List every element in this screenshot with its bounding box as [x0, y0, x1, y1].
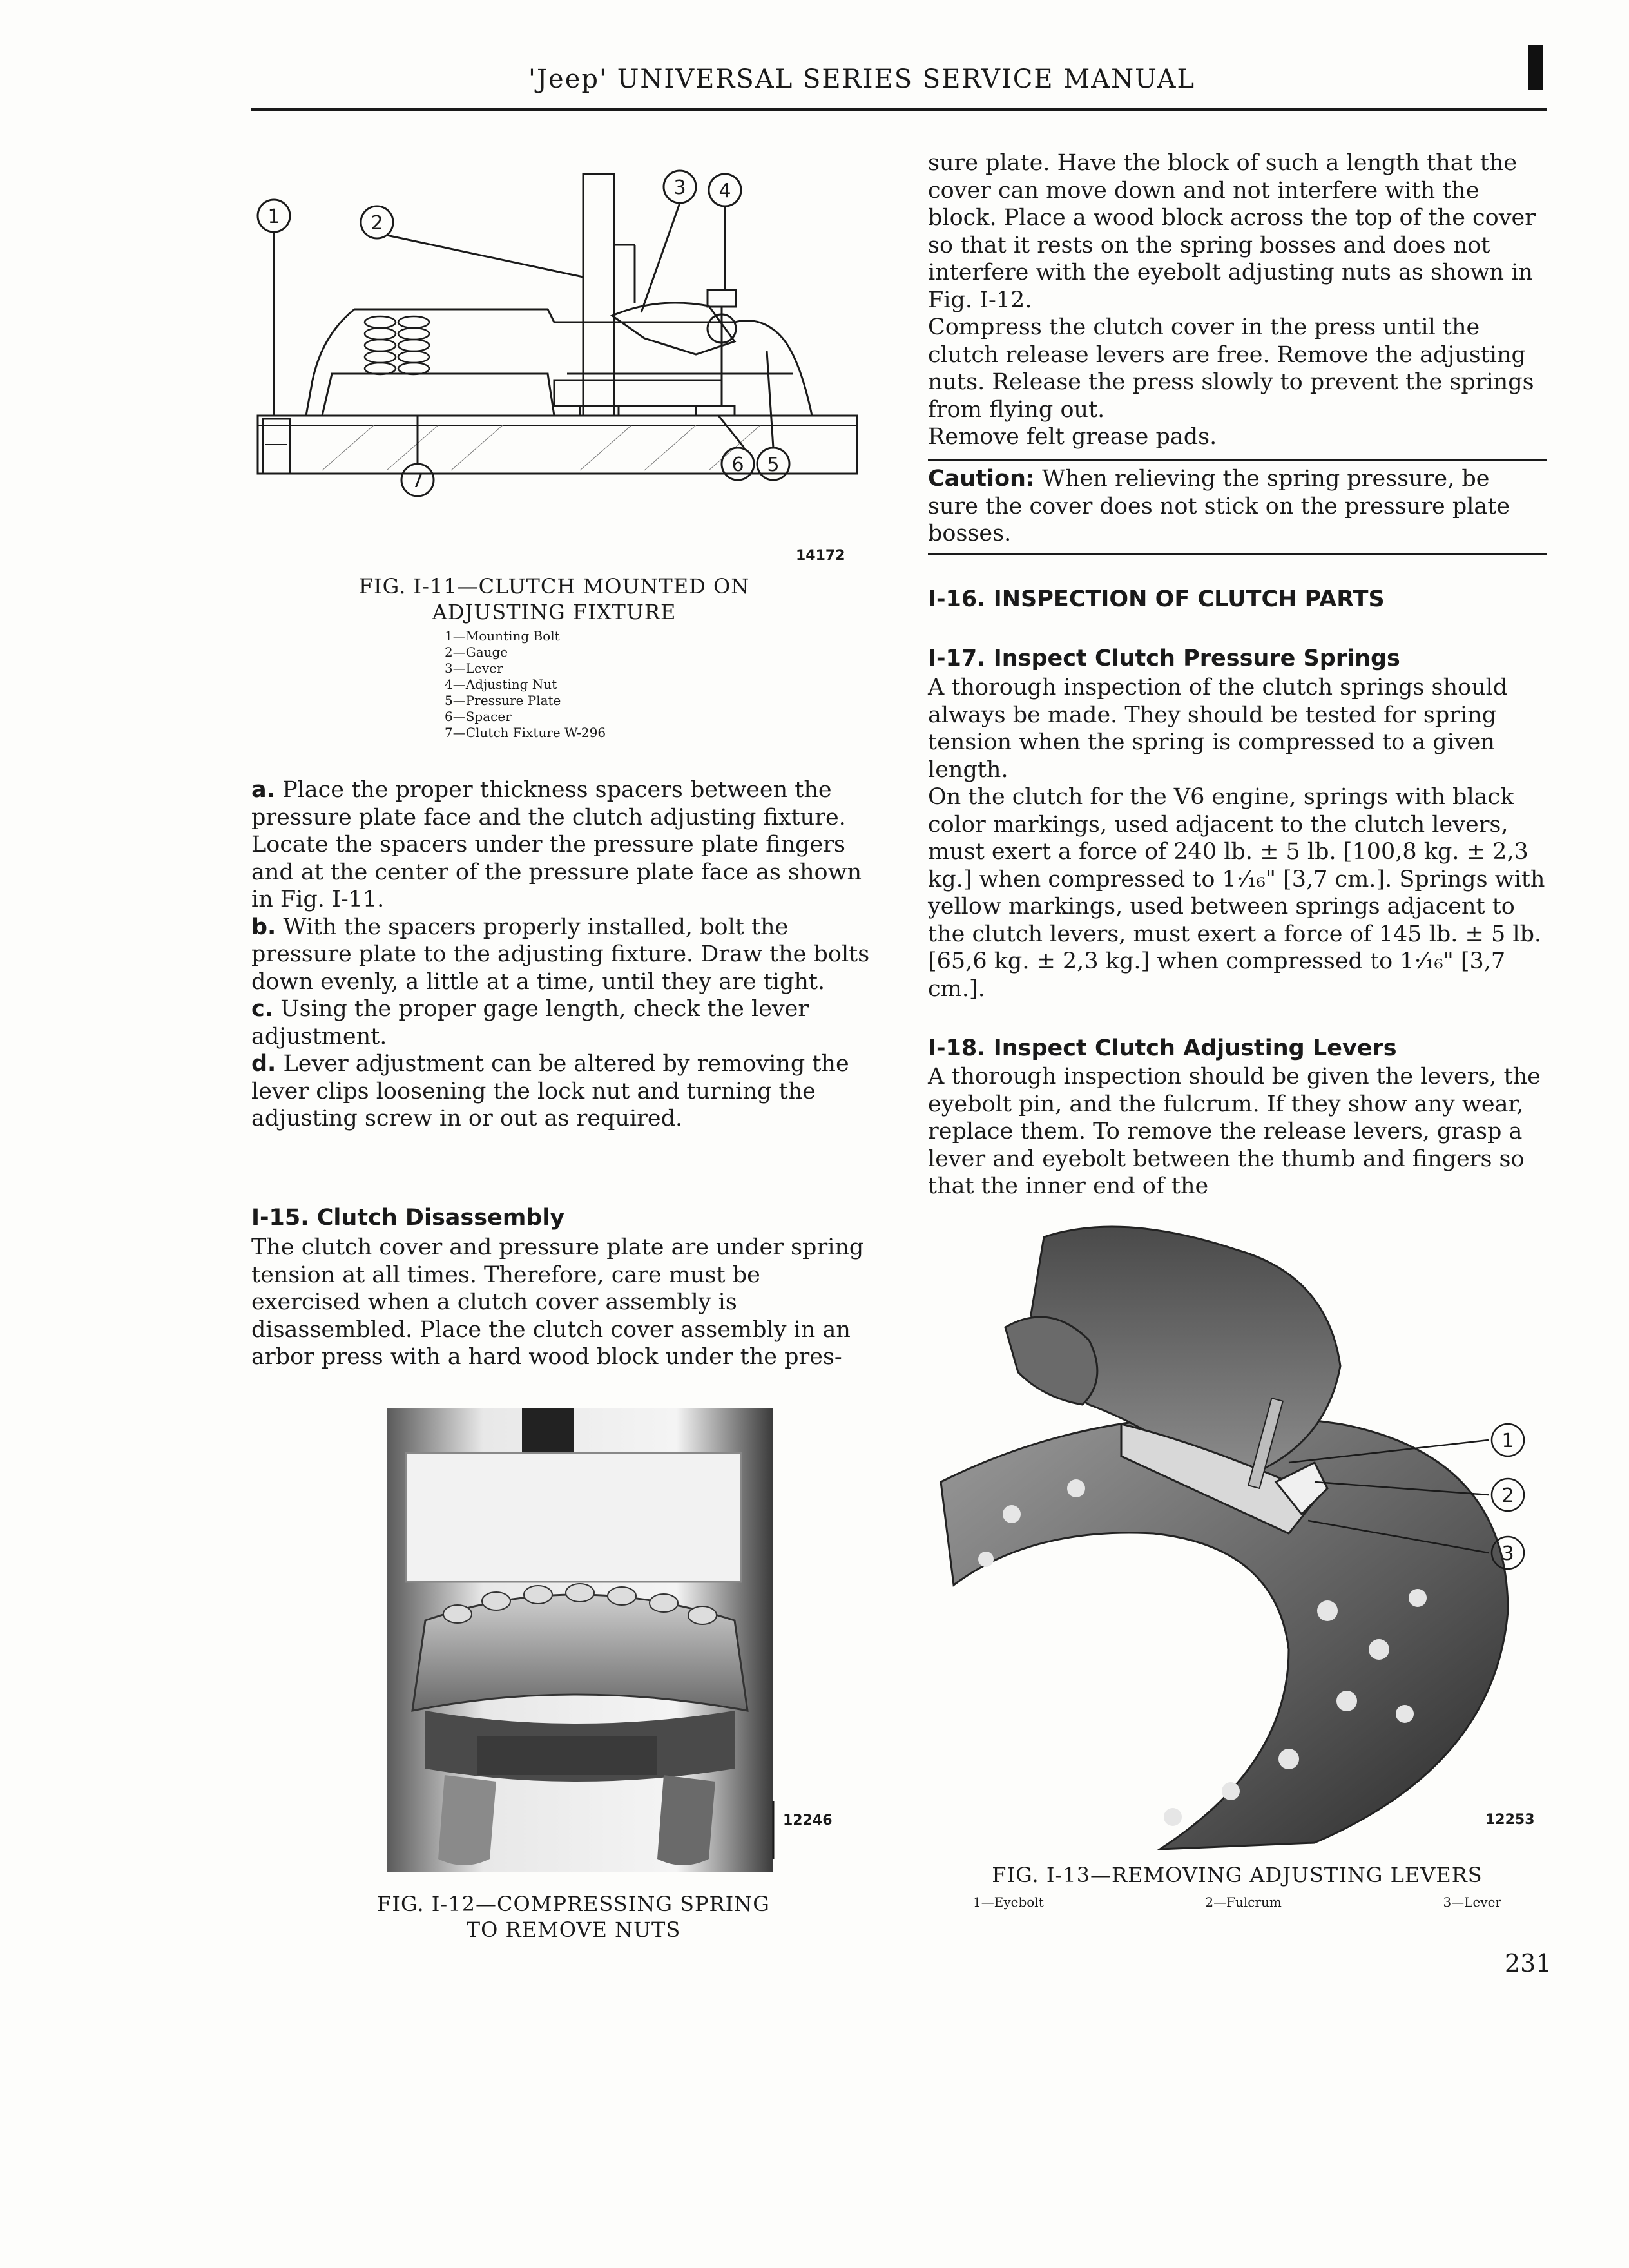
- figure-11-diagram: [245, 161, 876, 573]
- fig13-callout-3: 3: [1501, 1542, 1514, 1565]
- header-rule: [251, 108, 1547, 111]
- pressure-springs-text: A thorough inspection of the clutch springs should always be made. They should be tested for spring tension when the spring is compressed to a given length. On the clutch for the V6 engine, springs with black color markings, used adjacent to the clutch levers, must exert a force of 240 lb. ± 5 lb. [100,8 kg. ± 2,3 kg.] when compressed to 1·⁄₁₆" [3,7 cm.]. Springs with yellow markings, used between springs adjacent to the clutch levers, must exert a force of 145 lb. ± 5 lb. [65,6 kg. ± 2,3 kg.] when compressed to 1·⁄₁₆" [3,7 cm.].: [928, 675, 1545, 1002]
- legend-item: 2—Gauge: [445, 644, 508, 660]
- fig13-callout-1: 1: [1501, 1430, 1514, 1452]
- step-a: a. Place the proper thickness spacers between the pressure plate face and the clutch adjusting fixture. Locate the spacers under the pressure plate fingers and at the center of the pressure plate face as shown in Fig. I-11.: [251, 777, 862, 912]
- heading-pressure-springs: I-17. Inspect Clutch Pressure Springs: [928, 646, 1400, 671]
- legend-item: 1—Mounting Bolt: [445, 628, 560, 644]
- left-column-steps: [251, 776, 870, 1133]
- fig11-legend: [445, 628, 702, 741]
- step-b: b. With the spacers properly installed, bolt the pressure plate to the adjusting fixture. Draw the bolts down evenly, a little at a time, until they are tight.: [251, 914, 870, 995]
- fig11-callout-6: 6: [731, 454, 744, 476]
- fig13-number: 12253: [1485, 1812, 1535, 1828]
- fig11-callout-1: 1: [267, 206, 280, 228]
- section-thumb-tab: [1528, 45, 1543, 90]
- caution-top-rule: [928, 459, 1547, 461]
- legend-item: 3—Lever: [445, 660, 503, 676]
- fig11-callout-7: 7: [411, 470, 424, 492]
- legend-item: 5—Pressure Plate: [445, 693, 561, 708]
- legend-item: 3—Lever: [1443, 1894, 1501, 1910]
- adjusting-levers-text: A thorough inspection should be given the levers, the eyebolt pin, and the fulcrum. If they show any wear, replace them. To remove the release levers, grasp a lever and eyebolt between the thumb and fingers so that the inner end of the: [928, 1064, 1541, 1199]
- fig13-legend: [973, 1894, 1501, 1910]
- fig11-callout-2: 2: [371, 212, 383, 235]
- fig11-callout-3: 3: [673, 177, 686, 199]
- page-header-title: 'Jeep' UNIVERSAL SERIES SERVICE MANUAL: [528, 64, 1196, 94]
- fig13-caption: FIG. I-13—REMOVING ADJUSTING LEVERS: [992, 1863, 1483, 1887]
- legend-item: 4—Adjusting Nut: [445, 677, 557, 692]
- heading-inspection: I-16. INSPECTION OF CLUTCH PARTS: [928, 586, 1385, 612]
- clutch-disassembly-text: The clutch cover and pressure plate are under spring tension at all times. Therefore, care must be exercised when a clutch cover assembly is disassembled. Place the clutch cover assembly in an arbor press with a hard wood block under the pres-: [251, 1235, 864, 1370]
- figure-13-photo: [928, 1211, 1547, 1856]
- fig11-caption: FIG. I-11—CLUTCH MOUNTED ON ADJUSTING FIXTURE: [358, 574, 750, 624]
- legend-item: 7—Clutch Fixture W-296: [445, 725, 606, 740]
- fig11-number: 14172: [796, 548, 845, 564]
- fig12-caption: FIG. I-12—COMPRESSING SPRING TO REMOVE NUTS: [377, 1892, 770, 1942]
- page-number: 231: [1505, 1949, 1552, 1977]
- step-c: c. Using the proper gage length, check the lever adjustment.: [251, 996, 809, 1050]
- fig11-callout-5: 5: [767, 454, 780, 476]
- caution-box: Caution: When relieving the spring pressure, be sure the cover does not stick on the pressure plate bosses.: [928, 466, 1510, 546]
- fig11-callout-4: 4: [718, 180, 731, 202]
- heading-clutch-disassembly: I-15. Clutch Disassembly: [251, 1205, 565, 1231]
- legend-item: 1—Eyebolt: [973, 1894, 1044, 1910]
- heading-adjusting-levers: I-18. Inspect Clutch Adjusting Levers: [928, 1035, 1397, 1061]
- figure-12-photo: [387, 1408, 863, 1872]
- right-column-continuation: sure plate. Have the block of such a length that the cover can move down and not interfere with the block. Place a wood block across the top of the cover so that it rests on the spring bosses and does not interfere with the eyebolt adjusting nuts as shown in Fig. I-12. Compress the clutch cover in the press until the clutch release levers are free. Remove the adjusting nuts. Release the press slowly to prevent the springs from flying out. Remove felt grease pads.: [928, 150, 1536, 450]
- step-d: d. Lever adjustment can be altered by removing the lever clips loosening the lock nut and turning the adjusting screw in or out as required.: [251, 1051, 849, 1131]
- legend-item: 6—Spacer: [445, 709, 512, 724]
- caution-bottom-rule: [928, 553, 1547, 555]
- legend-item: 2—Fulcrum: [1205, 1894, 1282, 1910]
- fig13-callout-2: 2: [1501, 1485, 1514, 1507]
- fig12-number: 12246: [783, 1812, 833, 1829]
